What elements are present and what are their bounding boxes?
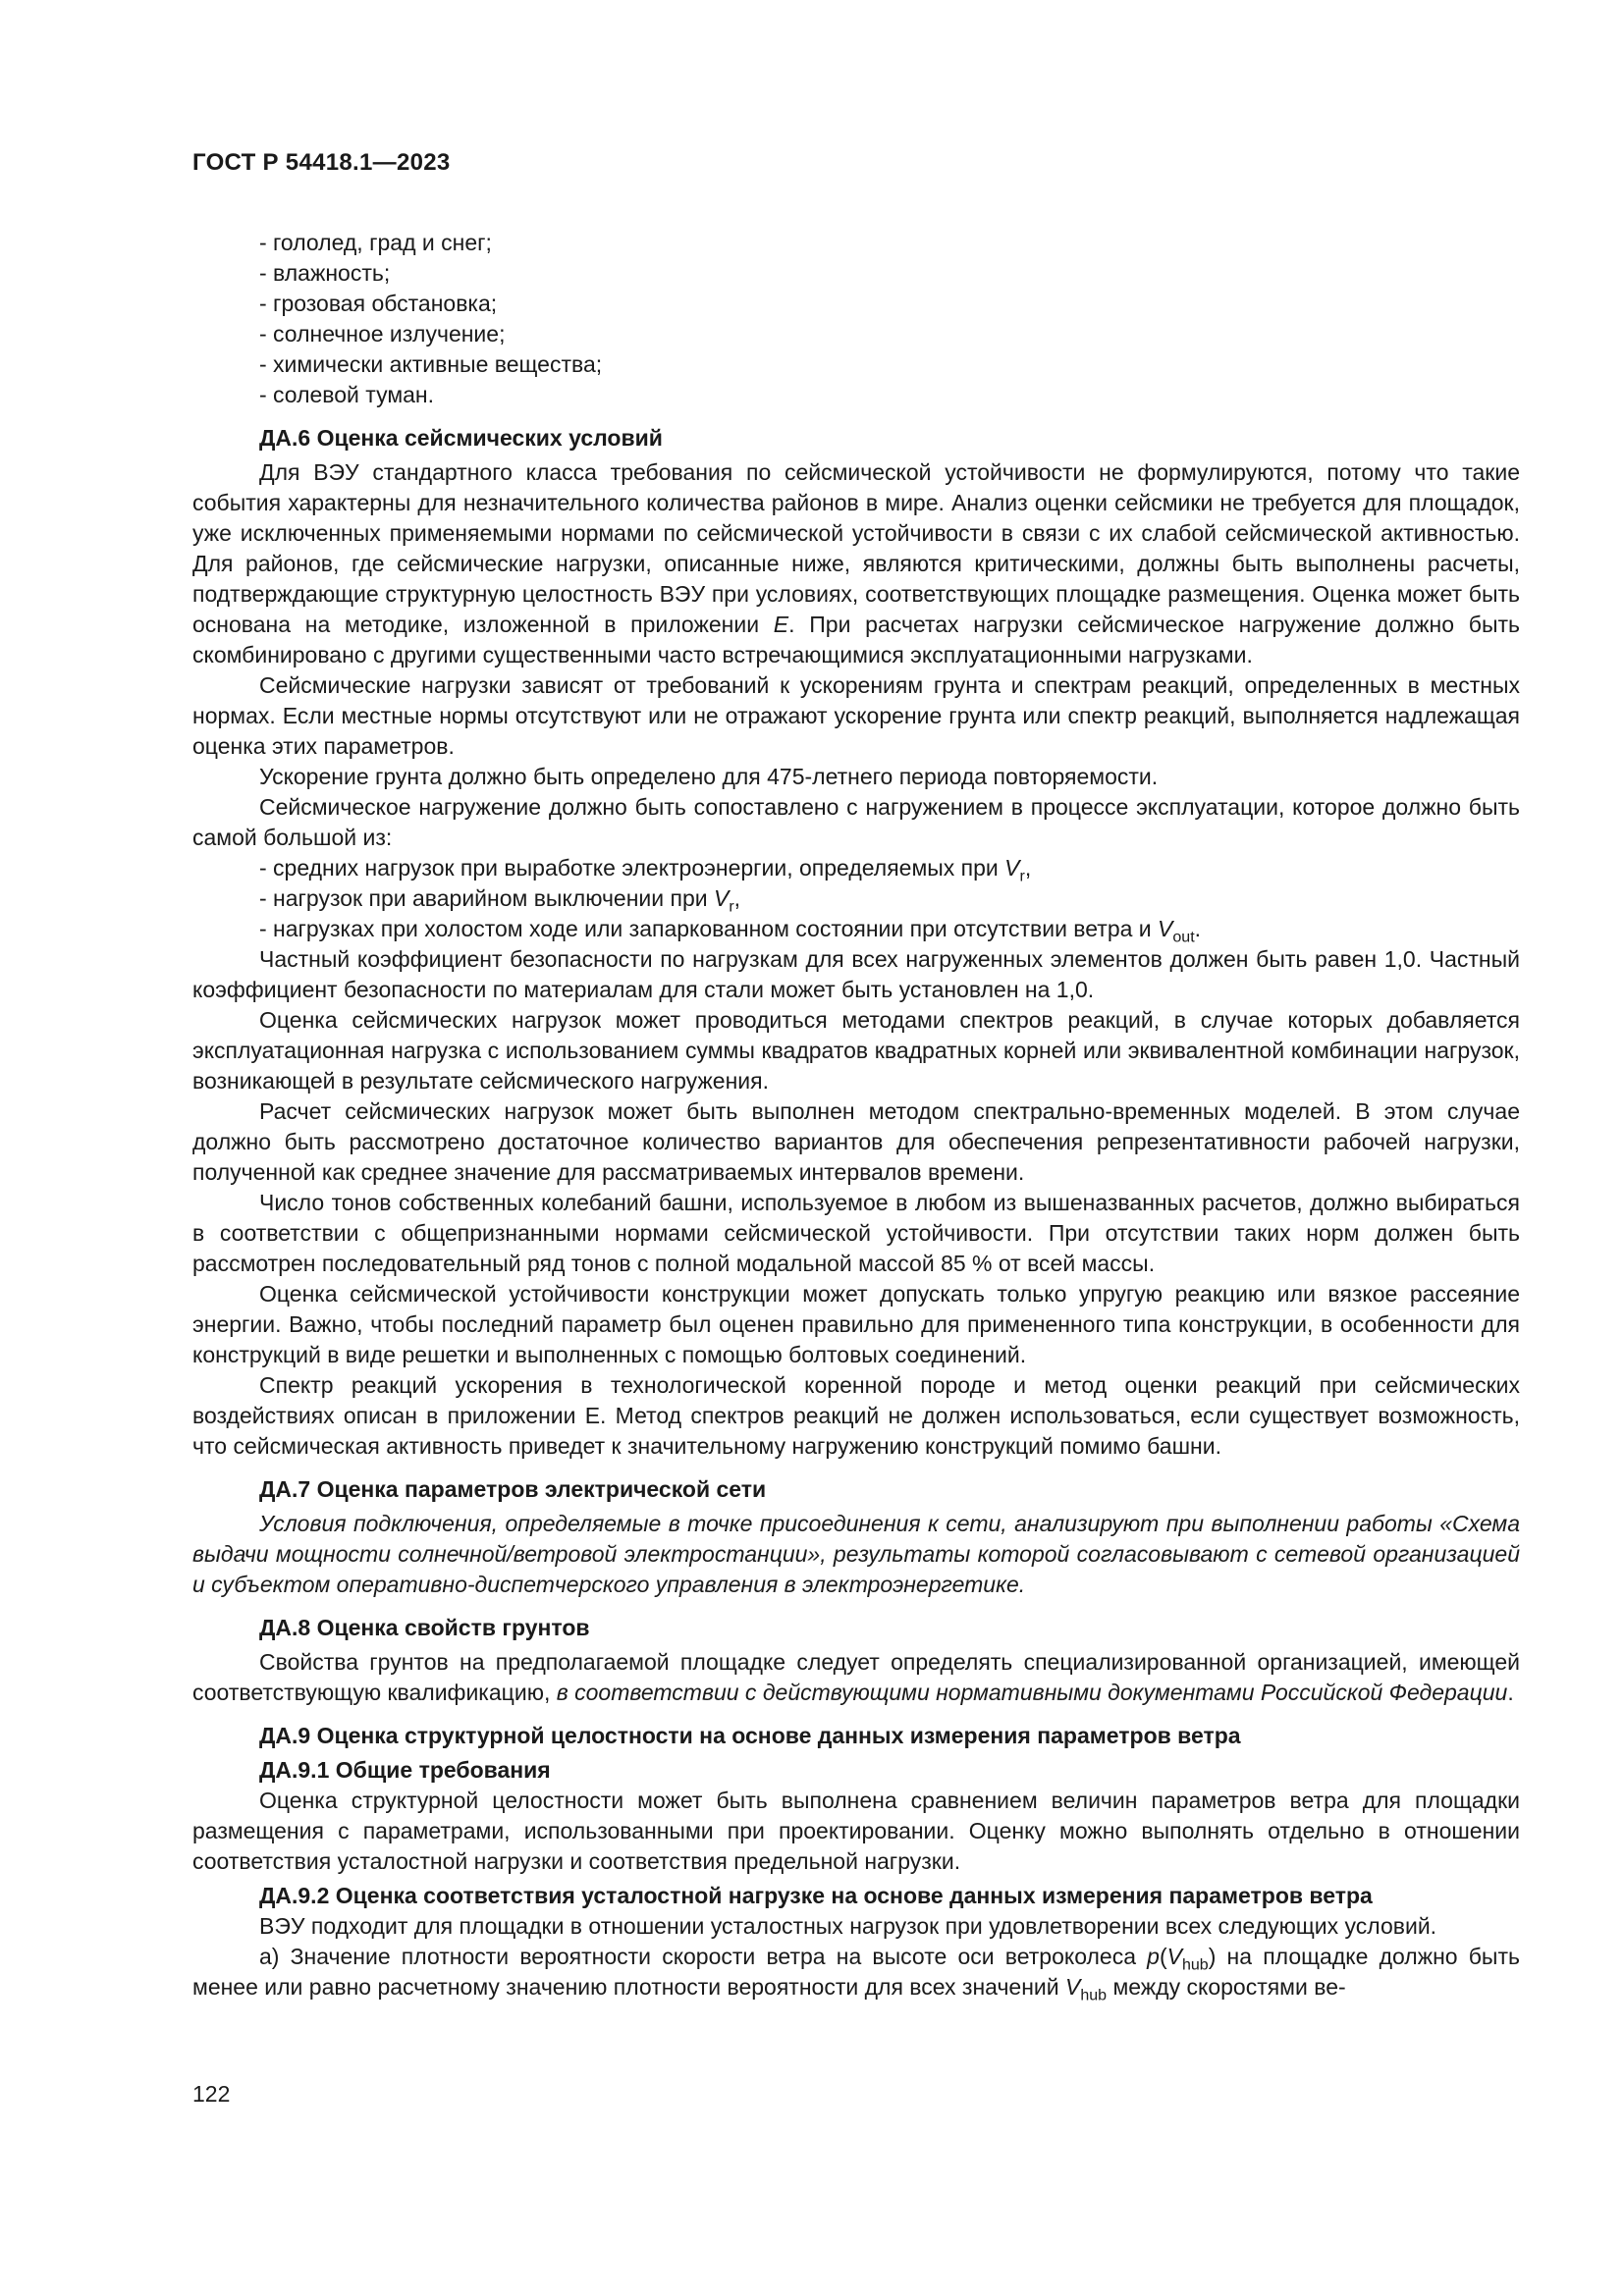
paragraph: Расчет сейсмических нагрузок может быть выполнен методом спектрально-временных моделей. В этом случае должно быть рассмотрено достаточное количество вариантов для обеспечения репрезентативности рабочей нагрузки, полученной как среднее значение для рассматриваемых интервалов времени. xyxy=(192,1098,1520,1185)
subsection-heading-da9-2: ДА.9.2 Оценка соответствия усталостной нагрузке на основе данных измерения параметров ветра xyxy=(259,1883,1373,1908)
list-item: - влажность; xyxy=(259,260,391,286)
section-heading-da7: ДА.7 Оценка параметров электрической сети xyxy=(259,1476,767,1502)
list-item: - солевой туман. xyxy=(259,382,435,407)
paragraph: Сейсмические нагрузки зависят от требований к ускорениям грунта и спектрам реакций, определенных в местных нормах. Если местные нормы отсутствуют или не отражают ускорение грунта или спектр реакций, выполняется надлежащая оценка этих параметров. xyxy=(192,672,1520,759)
paragraph: Условия подключения, определяемые в точке присоединения к сети, анализируют при выполнении работы «Схема выдачи мощности солнечной/ветровой электростанции», результаты которой согласовывают с сетевой организацией и субъектом оперативно-диспетчерского управления в электроэнергетике. xyxy=(192,1511,1520,1597)
section-heading-da9: ДА.9 Оценка структурной целостности на основе данных измерения параметров ветра xyxy=(259,1723,1241,1748)
list-item: - химически активные вещества; xyxy=(259,351,603,377)
section-heading-da8: ДА.8 Оценка свойств грунтов xyxy=(259,1615,590,1640)
list-item: - нагрузок при аварийном выключении при $V_r$, xyxy=(259,885,741,916)
paragraph: Для ВЭУ стандартного класса требования по сейсмической устойчивости не формулируются, потому что такие события характерны для незначительного количества районов в мире. Анализ оценки сейсмики не требуется для площадок, уже исключенных применяемыми нормами по сейсмической устойчивости в связи с их слабой сейсмической активностью. Для районов, где сейсмические нагрузки, описанные ниже, являются критическими, должны быть выполнены расчеты, подтверждающие структурную целостность ВЭУ при условиях, соответствующих площадке размещения. Оценка может быть основана на методике, изложенной в приложении Е. При расчетах нагрузки сейсмическое нагружение должно быть скомбинировано с другими существенными часто встречающимися эксплуатационными нагрузками. xyxy=(192,459,1521,667)
paragraph: Число тонов собственных колебаний башни, используемое в любом из вышеназванных расчетов, должно выбираться в соответствии с общепризнанными нормами сейсмической устойчивости. При отсутствии таких норм должен быть рассмотрен последовательный ряд тонов с полной модальной массой 85 % от всей массы. xyxy=(192,1190,1520,1276)
subsection-heading-da9-1: ДА.9.1 Общие требования xyxy=(259,1757,551,1783)
document-body xyxy=(192,228,1520,2002)
paragraph: Оценка сейсмических нагрузок может проводиться методами спектров реакций, в случае которых добавляется эксплуатационная нагрузка с использованием суммы квадратов квадратных корней или эквивалентной комбинации нагрузок, возникающей в результате сейсмического нагружения. xyxy=(192,1007,1520,1094)
page-number: 122 xyxy=(192,2081,231,2107)
list-item: - солнечное излучение; xyxy=(259,321,506,347)
paragraph: Оценка структурной целостности может быть выполнена сравнением величин параметров ветра для площадки размещения с параметрами, использованными при проектировании. Оценку можно выполнять отдельно в отношении соответствия усталостной нагрузки и соответствия предельной нагрузки. xyxy=(192,1788,1520,1874)
list-item: - гололед, град и снег; xyxy=(259,230,492,255)
paragraph: Ускорение грунта должно быть определено для 475-летнего периода повторяемости. xyxy=(259,764,1159,789)
list-item: - грозовая обстановка; xyxy=(259,291,498,316)
list-item: - средних нагрузок при выработке электроэнергии, определяемых при $V_r$, xyxy=(259,855,1032,885)
section-heading-da6: ДА.6 Оценка сейсмических условий xyxy=(259,425,663,451)
paragraph: Свойства грунтов на предполагаемой площадке следует определять специализированной организацией, имеющей соответствующую квалификацию, в соответствии с действующими нормативными документами Российской Федерации. xyxy=(192,1649,1520,1705)
paragraph: Спектр реакций ускорения в технологической коренной породе и метод оценки реакций при сейсмических воздействиях описан в приложении Е. Метод спектров реакций не должен использоваться, если существует возможность, что сейсмическая активность приведет к значительному нагружению конструкций помимо башни. xyxy=(192,1372,1520,1459)
paragraph: ВЭУ подходит для площадки в отношении усталостных нагрузок при удовлетворении всех следующих условий. xyxy=(259,1913,1437,1939)
paragraph: Частный коэффициент безопасности по нагрузкам для всех нагруженных элементов должен быть равен 1,0. Частный коэффициент безопасности по материалам для стали может быть установлен на 1,0. xyxy=(192,946,1520,1002)
paragraph: Сейсмическое нагружение должно быть сопоставлено с нагружением в процессе эксплуатации, которое должно быть самой большой из: xyxy=(192,794,1520,850)
paragraph: Оценка сейсмической устойчивости конструкции может допускать только упругую реакцию или вязкое рассеяние энергии. Важно, чтобы последний параметр был оценен правильно для примененного типа конструкции, в особенности для конструкций в виде решетки и выполненных с помощью болтовых соединений. xyxy=(192,1281,1520,1367)
document-header: ГОСТ Р 54418.1—2023 xyxy=(192,149,451,176)
list-item: - нагрузках при холостом ходе или запаркованном состоянии при отсутствии ветра и $V_{out}$. xyxy=(259,916,1202,946)
intro-list xyxy=(192,228,1520,410)
paragraph: а) Значение плотности вероятности скорости ветра на высоте оси ветроколеса $p(V_{hub})$ на площадке должно быть менее или равно расчетному значению плотности вероятности для всех значений $V_{hub}$ между скоростями ве- xyxy=(192,1944,1520,2004)
